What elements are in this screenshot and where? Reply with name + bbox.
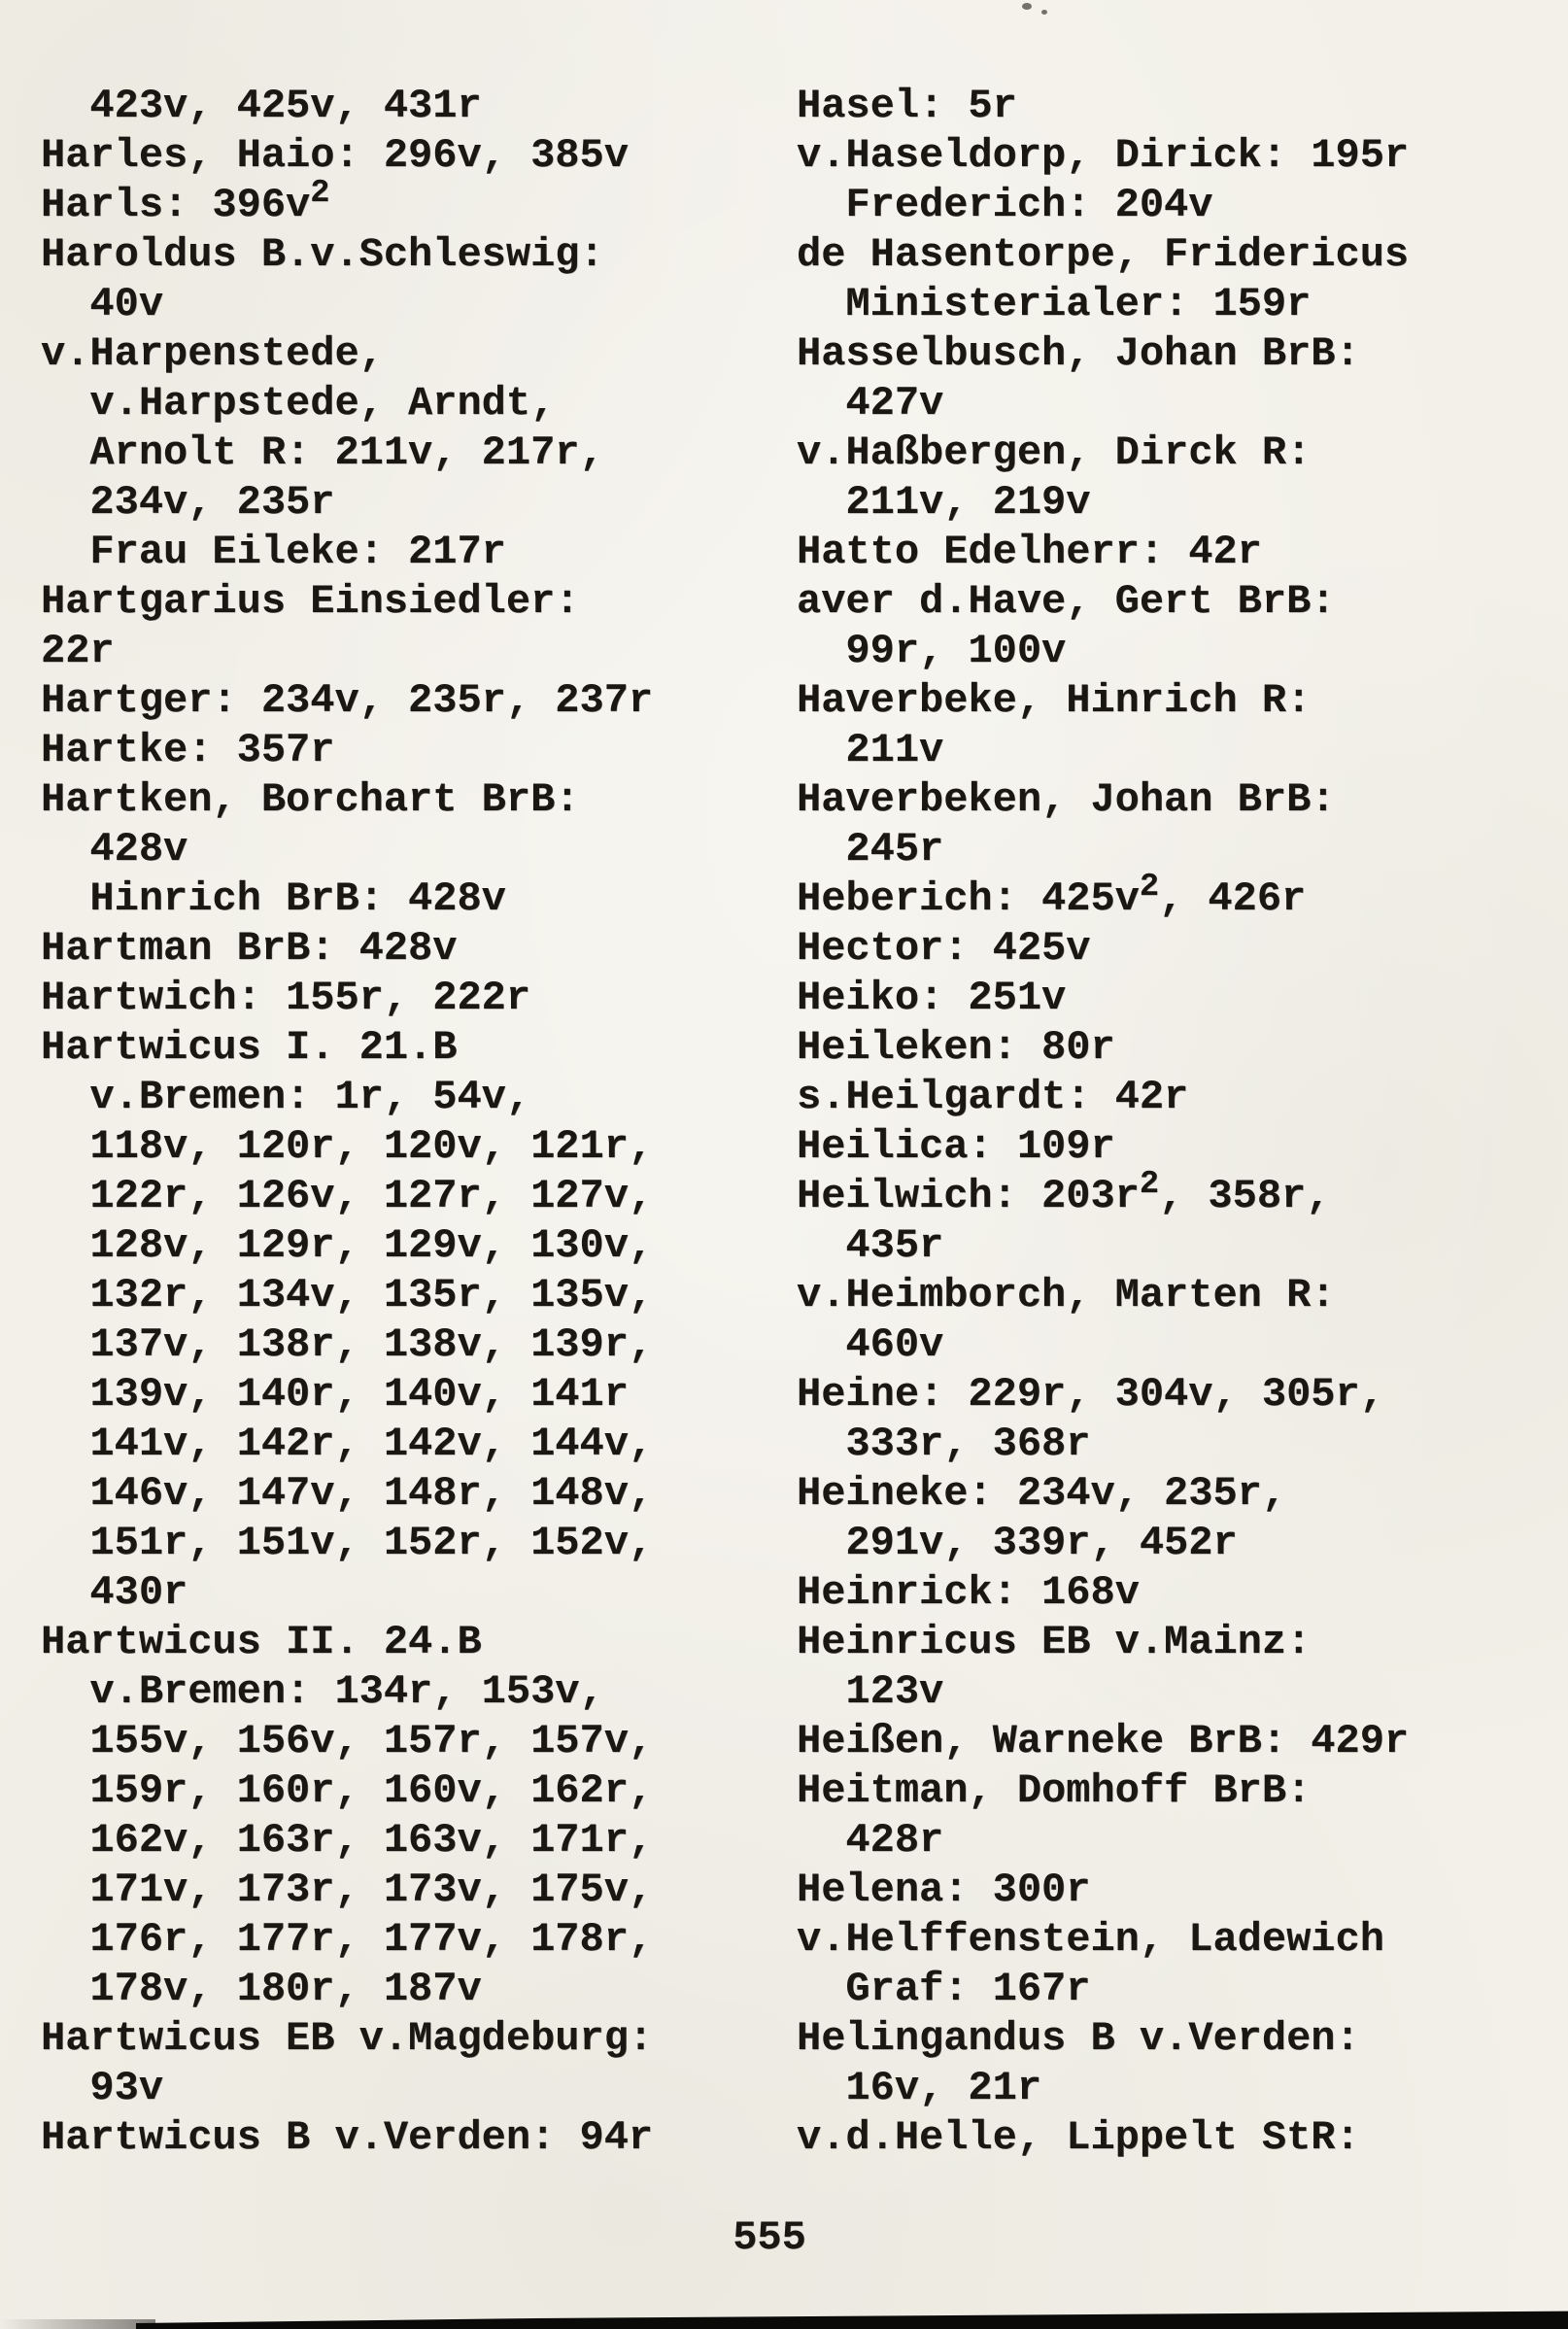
index-line: 137v, 138r, 138v, 139r, [89,1321,654,1368]
index-line: v.Heimborch, Marten R: [797,1272,1336,1319]
index-line: 118v, 120r, 120v, 121r, [89,1123,654,1170]
page-number: 555 [733,2214,806,2261]
index-line: Heine: 229r, 304v, 305r, [797,1371,1384,1418]
index-column-left [41,82,653,2163]
index-line: Haroldus B.v.Schleswig: [41,231,604,278]
index-line: Hartwicus B v.Verden: 94r [41,2114,654,2161]
index-line: Heberich: $425v^2$, 426r [797,868,1307,922]
index-line: Helena: 300r [797,1867,1091,1913]
index-line: 211v, 219v [845,479,1091,526]
index-line: 423v, 425v, 431r [89,83,482,129]
index-line: v.Helffenstein, Ladewich [797,1916,1384,1963]
scan-speck-artifact [1022,3,1032,10]
index-line: 16v, 21r [845,2065,1042,2111]
index-line: v.Bremen: 1r, 54v, [89,1074,531,1120]
index-line: Heilica: 109r [797,1123,1115,1170]
index-line: 122r, 126v, 127r, 127v, [89,1173,654,1219]
scan-speck-artifact [1041,10,1047,15]
index-line: Hartgarius Einsiedler: [41,578,580,625]
index-line: 178v, 180r, 187v [89,1966,482,2012]
index-line: Hartken, Borchart BrB: [41,776,580,823]
index-line: Heilwich: $203r^2$, 358r, [797,1165,1331,1219]
index-line: Heißen, Warneke BrB: 429r [797,1718,1410,1764]
index-line: v.Harpstede, Arndt, [89,380,556,427]
index-line: Arnolt R: 211v, 217r, [89,429,604,476]
index-line: Hasel: 5r [797,83,1017,129]
index-line: Heileken: 80r [797,1024,1115,1071]
index-line: Hinrich BrB: 428v [89,875,506,922]
superscript-2: 2 [1139,868,1160,906]
index-line: 211v [845,727,944,773]
index-line: 427v [845,380,944,427]
index-line: 291v, 339r, 452r [845,1520,1238,1566]
index-line: 162v, 163r, 163v, 171r, [89,1817,654,1864]
index-line: 132r, 134v, 135r, 135v, [89,1272,654,1319]
index-line: Helingandus B v.Verden: [797,2015,1360,2062]
index-line: Frederich: 204v [845,182,1213,228]
scan-smudge-artifact [0,2319,155,2329]
index-line: Haverbeke, Hinrich R: [797,677,1312,724]
index-line: 141v, 142r, 142v, 144v, [89,1421,654,1467]
index-line: 99r, 100v [845,628,1067,674]
index-line: s.Heilgardt: 42r [797,1074,1189,1120]
index-line: Frau Eileke: 217r [89,529,506,575]
index-line: 123v [845,1668,944,1715]
index-line: de Hasentorpe, Fridericus [797,231,1410,278]
index-line: Heinricus EB v.Mainz: [797,1619,1312,1665]
index-line: Hartman BrB: 428v [41,925,458,972]
index-line: 428r [845,1817,944,1864]
index-line: 176r, 177r, 177v, 178r, [89,1916,654,1963]
index-line: Graf: 167r [845,1966,1091,2012]
index-line: Hartwicus II. 24.B [41,1619,482,1665]
index-line: Hartger: 234v, 235r, 237r [41,677,654,724]
index-line: v.d.Helle, Lippelt StR: [797,2114,1360,2161]
scan-bottom-edge-artifact [136,2310,1568,2329]
index-line: 159r, 160r, 160v, 162r, [89,1767,654,1814]
index-line: 245r [845,826,944,873]
index-line: 234v, 235r [89,479,335,526]
index-line: Harles, Haio: 296v, 385v [41,132,629,179]
index-line: Hartwicus I. 21.B [41,1024,458,1071]
index-line: 155v, 156v, 157r, 157v, [89,1718,654,1764]
index-line: v.Harpenstede, [41,330,384,377]
index-line: Hasselbusch, Johan BrB: [797,330,1360,377]
index-line: 146v, 147v, 148r, 148v, [89,1470,654,1517]
index-line: Harls: $396v^2$ [41,174,330,228]
index-line: Haverbeken, Johan BrB: [797,776,1336,823]
index-line: 139v, 140r, 140v, 141r [89,1371,629,1418]
index-line: Heinrick: 168v [797,1569,1140,1616]
index-line: Hartwicus EB v.Magdeburg: [41,2015,654,2062]
index-line: v.Bremen: 134r, 153v, [89,1668,604,1715]
index-line: 460v [845,1321,944,1368]
superscript-2: 2 [310,174,330,212]
index-line: 428v [89,826,188,873]
index-line: 333r, 368r [845,1421,1091,1467]
index-line: Heineke: 234v, 235r, [797,1470,1287,1517]
index-line: Hector: 425v [797,925,1091,972]
index-line: 430r [89,1569,188,1616]
index-line: 40v [89,281,164,327]
superscript-2: 2 [1139,1165,1160,1203]
index-line: 128v, 129r, 129v, 130v, [89,1222,654,1269]
index-line: v.Haßbergen, Dirck R: [797,429,1312,476]
index-line: 22r [41,628,115,674]
index-line: Heiko: 251v [797,975,1067,1021]
index-line: 435r [845,1222,944,1269]
index-line: Hatto Edelherr: 42r [797,529,1262,575]
index-line: 171v, 173r, 173v, 175v, [89,1867,654,1913]
index-line: aver d.Have, Gert BrB: [797,578,1336,625]
index-line: Hartke: 357r [41,727,335,773]
index-line: 93v [89,2065,164,2111]
index-line: 151r, 151v, 152r, 152v, [89,1520,654,1566]
index-line: Ministerialer: 159r [845,281,1312,327]
index-line: Hartwich: 155r, 222r [41,975,531,1021]
index-line: Heitman, Domhoff BrB: [797,1767,1312,1814]
index-column-right [797,82,1409,2163]
index-line: v.Haseldorp, Dirick: 195r [797,132,1410,179]
